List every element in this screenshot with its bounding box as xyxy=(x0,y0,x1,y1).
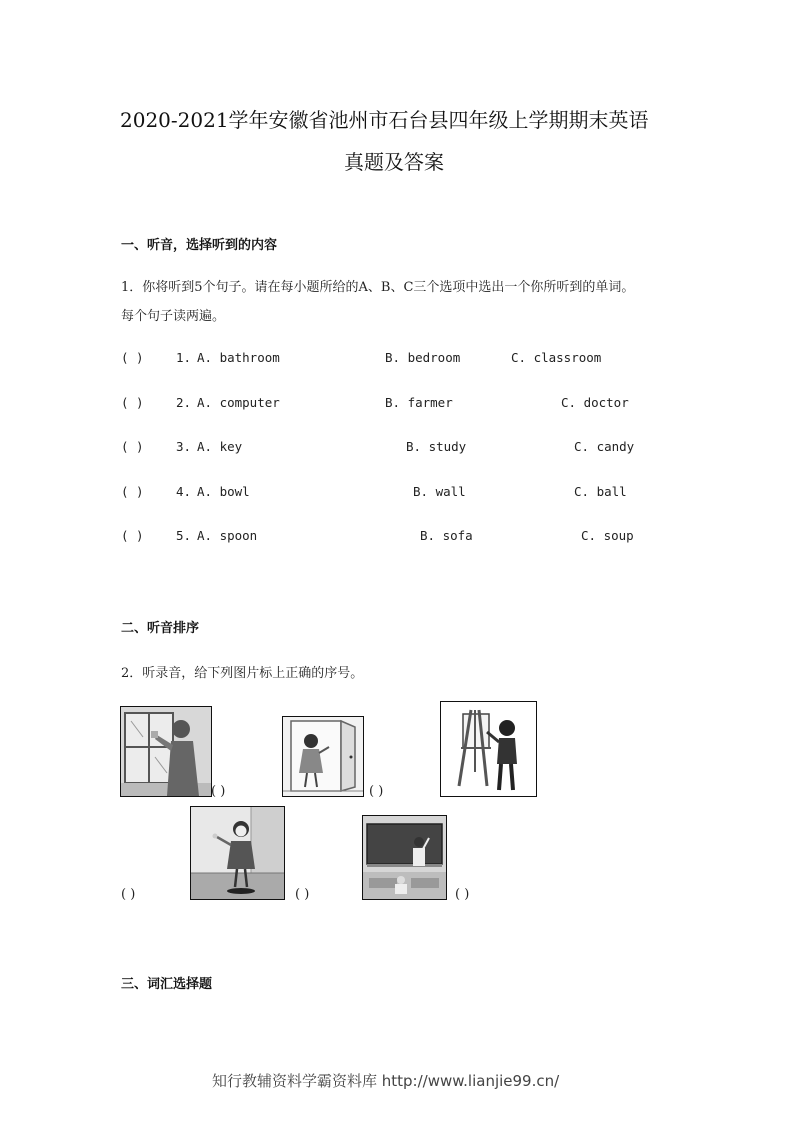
question-number: 4. xyxy=(176,484,192,499)
answer-blank[interactable]: ( ) xyxy=(121,350,144,365)
section2-instruction: 2．听录音，给下列图片标上正确的序号。 xyxy=(121,666,364,681)
answer-blank[interactable]: ( ) xyxy=(121,484,144,499)
option-b: B. sofa xyxy=(420,528,473,543)
answer-blank-picture-3[interactable]: ( ) xyxy=(121,887,136,902)
question-number: 5. xyxy=(176,528,192,543)
option-a: A. computer xyxy=(197,395,280,410)
option-c: C. doctor xyxy=(561,395,629,410)
girl-at-door-picture xyxy=(282,716,364,797)
question-number: 3. xyxy=(176,439,192,454)
section2-heading: 二、听音排序 xyxy=(121,621,200,636)
document-title-line1: 2020-2021学年安徽省池州市石台县四年级上学期期末英语 xyxy=(120,108,649,132)
option-a: A. spoon xyxy=(197,528,258,543)
question-number: 1. xyxy=(176,350,192,365)
section1-instruction-line1: 1．你将听到5个句子。请在每小题所给的A、B、C三个选项中选出一个你所听到的单词。 xyxy=(121,280,635,295)
painting-easel-picture xyxy=(440,701,537,797)
document-title-line2: 真题及答案 xyxy=(344,150,444,174)
section1-instruction-line2: 每个句子读两遍。 xyxy=(121,309,226,324)
section1-heading: 一、听音，选择听到的内容 xyxy=(121,238,278,253)
option-a: A. key xyxy=(197,439,243,454)
answer-blank-picture-1[interactable]: ( ) xyxy=(211,784,226,799)
option-b: B. wall xyxy=(413,484,466,499)
answer-blank-picture-4[interactable]: ( ) xyxy=(295,887,310,902)
option-b: B. study xyxy=(406,439,467,454)
option-b: B. bedroom xyxy=(385,350,461,365)
answer-blank-picture-5[interactable]: ( ) xyxy=(455,887,470,902)
option-a: A. bathroom xyxy=(197,350,280,365)
section3-heading: 三、词汇选择题 xyxy=(121,977,213,992)
option-c: C. ball xyxy=(574,484,627,499)
answer-blank[interactable]: ( ) xyxy=(121,395,144,410)
option-c: C. candy xyxy=(574,439,635,454)
cleaning-window-picture xyxy=(120,706,212,797)
girl-waving-picture xyxy=(190,806,285,900)
option-b: B. farmer xyxy=(385,395,453,410)
classroom-blackboard-picture xyxy=(362,815,447,900)
option-c: C. classroom xyxy=(511,350,602,365)
answer-blank[interactable]: ( ) xyxy=(121,439,144,454)
answer-blank[interactable]: ( ) xyxy=(121,528,144,543)
question-number: 2. xyxy=(176,395,192,410)
answer-blank-picture-2[interactable]: ( ) xyxy=(369,784,384,799)
option-c: C. soup xyxy=(581,528,634,543)
option-a: A. bowl xyxy=(197,484,250,499)
footer-watermark: 知行教辅资料学霸资料库 http://www.lianjie99.cn/ xyxy=(212,1072,560,1090)
